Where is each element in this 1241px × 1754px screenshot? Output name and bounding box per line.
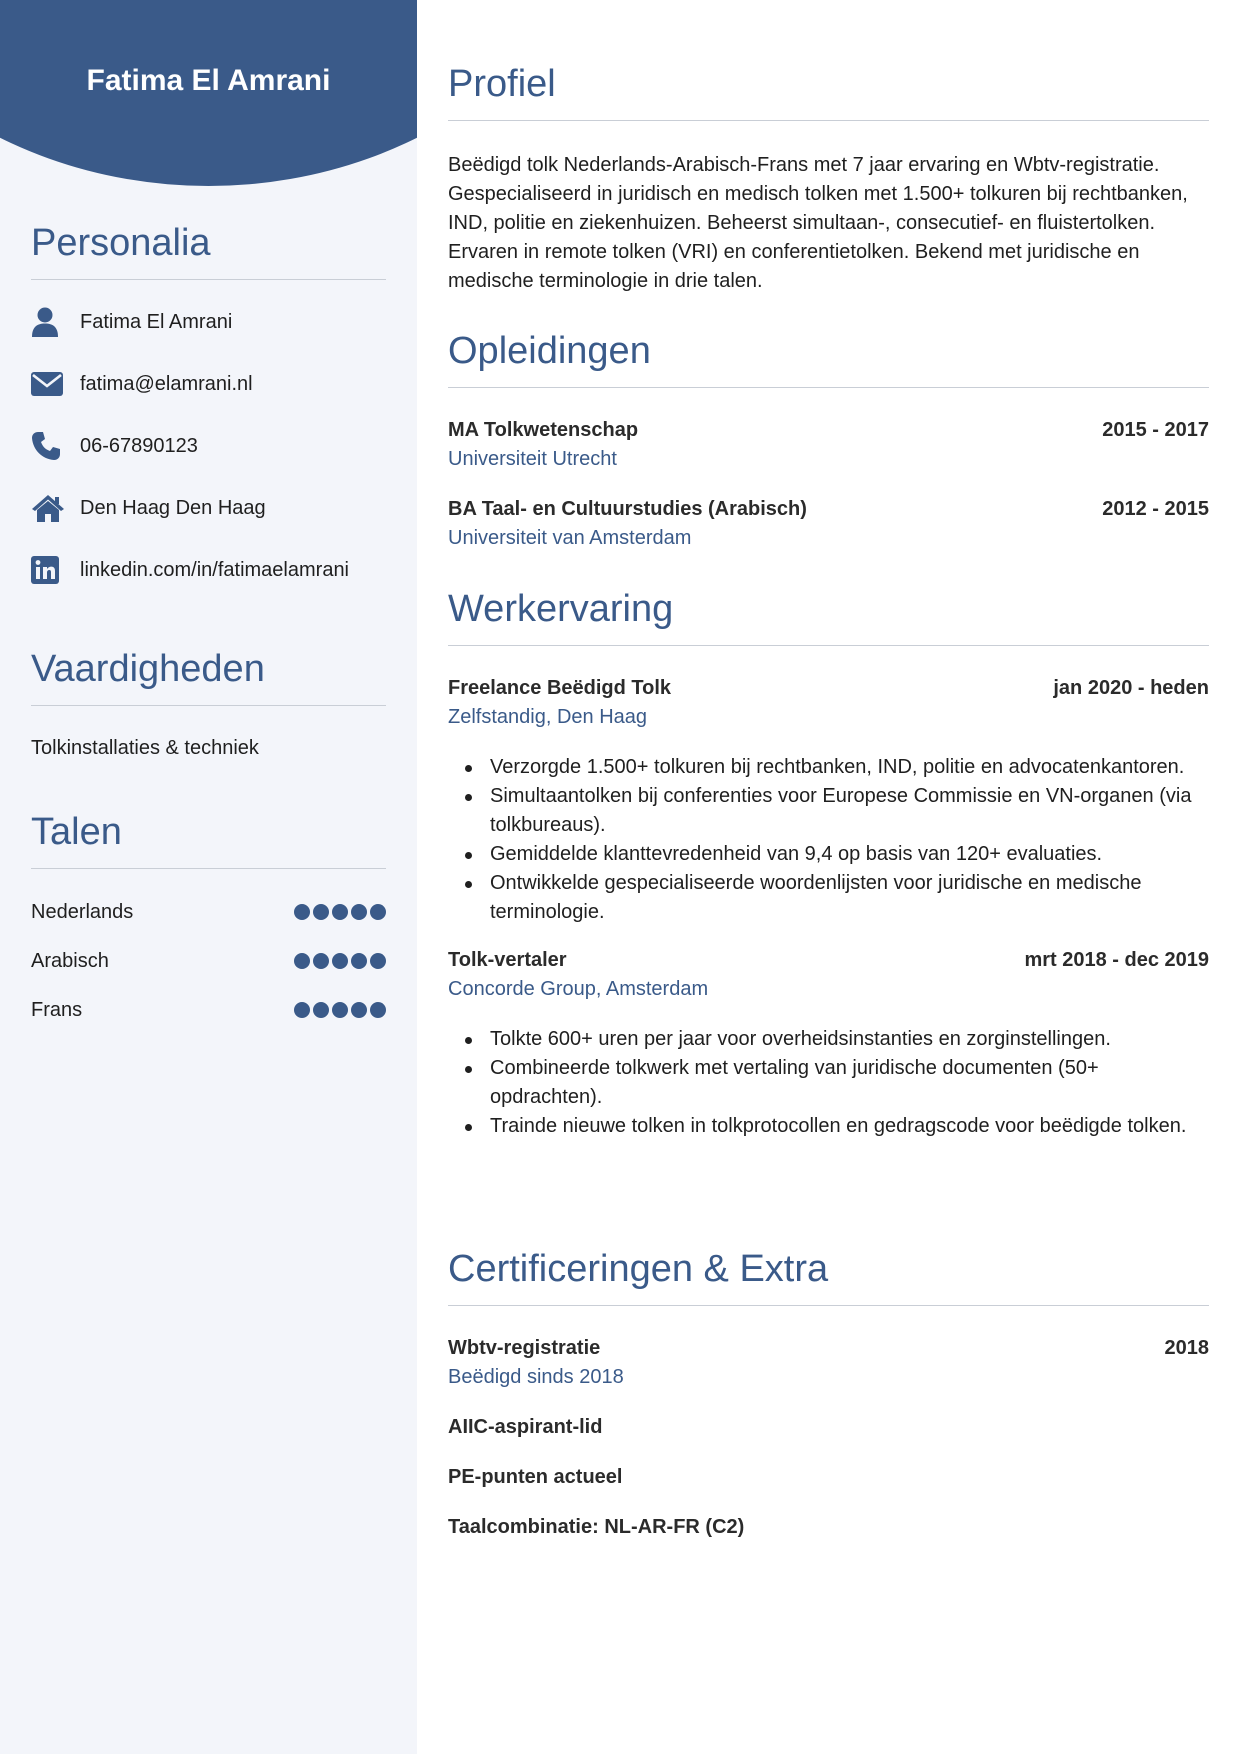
job-bullet: Trainde nieuwe tolken in tolkprotocollen en gedragscode voor beëdigde tolken. — [448, 1112, 1209, 1141]
level-dot — [351, 904, 367, 920]
certification-name: AIIC-aspirant-lid — [448, 1416, 603, 1438]
level-dot — [351, 953, 367, 969]
sidebar — [0, 0, 417, 1754]
languages-section — [31, 811, 386, 1025]
languages-title: Talen — [31, 811, 386, 869]
education-title: Opleidingen — [448, 330, 1209, 388]
experience-title: Werkervaring — [448, 588, 1209, 646]
envelope-icon — [31, 369, 65, 399]
contact-phone-row — [31, 431, 386, 461]
contact-list — [31, 307, 386, 585]
language-row — [31, 995, 386, 1025]
education-section — [448, 330, 1209, 550]
job-role: Freelance Beëdigd Tolk — [448, 677, 672, 699]
language-name: Arabisch — [31, 949, 109, 972]
job-bullets — [448, 753, 1209, 927]
contact-linkedin[interactable]: linkedin.com/in/fatimaelamrani — [80, 558, 350, 581]
contact-email-row — [31, 369, 386, 399]
phone-icon — [31, 431, 65, 461]
certification-name: Wbtv-registratie — [448, 1337, 601, 1359]
contact-name-row — [31, 307, 386, 337]
home-icon — [31, 493, 65, 523]
education-entry — [448, 498, 1209, 550]
education-dates: 2015 - 2017 — [1102, 419, 1209, 441]
person-icon — [31, 307, 65, 337]
level-dot — [332, 1002, 348, 1018]
level-dot — [294, 904, 310, 920]
candidate-name: Fatima El Amrani — [86, 64, 331, 97]
certification-sub: Beëdigd sinds 2018 — [448, 1366, 624, 1388]
language-name: Nederlands — [31, 900, 134, 923]
language-name: Frans — [31, 998, 83, 1021]
linkedin-icon — [31, 555, 65, 585]
job-bullet: Gemiddelde klanttevredenheid van 9,4 op basis van 120+ evaluaties. — [448, 840, 1209, 869]
level-dot — [332, 953, 348, 969]
skills-section — [31, 648, 386, 760]
certifications-title: Certificeringen & Extra — [448, 1248, 1209, 1306]
language-list — [31, 897, 386, 1025]
education-school: Universiteit Utrecht — [448, 448, 617, 470]
personalia-section — [31, 222, 386, 585]
job-entry — [448, 677, 1209, 927]
profile-section — [448, 63, 1209, 296]
level-dot — [370, 953, 386, 969]
contact-phone: 06-67890123 — [80, 434, 198, 457]
personalia-title: Personalia — [31, 222, 386, 280]
job-role: Tolk-vertaler — [448, 949, 567, 971]
education-entry — [448, 419, 1209, 471]
contact-linkedin-row — [31, 555, 386, 585]
certifications-section — [448, 1248, 1209, 1539]
education-school: Universiteit van Amsterdam — [448, 527, 692, 549]
job-bullet: Simultaantolken bij conferenties voor Europese Commissie en VN-organen (via tolkbureaus). — [448, 782, 1209, 840]
experience-section — [448, 588, 1209, 1141]
certification-name: PE-punten actueel — [448, 1466, 623, 1488]
header-banner — [0, 0, 417, 186]
job-company: Concorde Group, Amsterdam — [448, 978, 709, 1000]
level-dot — [294, 1002, 310, 1018]
level-dot — [370, 1002, 386, 1018]
education-degree: BA Taal- en Cultuurstudies (Arabisch) — [448, 498, 807, 520]
profile-title: Profiel — [448, 63, 1209, 121]
level-dot — [370, 904, 386, 920]
education-dates: 2012 - 2015 — [1102, 498, 1209, 520]
level-dot — [351, 1002, 367, 1018]
level-dot — [294, 953, 310, 969]
job-bullet: Verzorgde 1.500+ tolkuren bij rechtbanken, IND, politie en advocatenkantoren. — [448, 753, 1209, 782]
certification-name: Taalcombinatie: NL-AR-FR (C2) — [448, 1516, 745, 1538]
level-dot — [313, 1002, 329, 1018]
language-row — [31, 946, 386, 976]
level-dot — [313, 953, 329, 969]
job-dates: jan 2020 - heden — [1053, 677, 1209, 699]
contact-email[interactable]: fatima@elamrani.nl — [80, 372, 253, 395]
contact-address: Den Haag Den Haag — [80, 496, 266, 519]
certification-entry — [448, 1337, 1209, 1389]
contact-name: Fatima El Amrani — [80, 310, 233, 333]
job-bullet: Combineerde tolkwerk met vertaling van juridische documenten (50+ opdrachten). — [448, 1054, 1209, 1112]
level-dot — [313, 904, 329, 920]
language-row — [31, 897, 386, 927]
language-level — [294, 953, 386, 969]
job-bullets — [448, 1025, 1209, 1141]
education-degree: MA Tolkwetenschap — [448, 419, 639, 441]
job-dates: mrt 2018 - dec 2019 — [1024, 949, 1209, 971]
level-dot — [332, 904, 348, 920]
language-level — [294, 904, 386, 920]
profile-text: Beëdigd tolk Nederlands-Arabisch-Frans met 7 jaar ervaring en Wbtv-registratie. Gespecialiseerd in juridisch en medisch tolken met 1.500+ tolkuren bij rechtbanken, IND, politie en ziekenhuizen. Beheerst simultaan-, consecutief- en fluistertolken. Ervaren in remote tolken (VRI) en conferentietolken. Bekend met juridische en medische terminologie in drie talen. — [448, 154, 1188, 292]
skills-title: Vaardigheden — [31, 648, 386, 706]
job-bullet: Ontwikkelde gespecialiseerde woordenlijsten voor juridische en medische terminologie. — [448, 869, 1209, 927]
job-company: Zelfstandig, Den Haag — [448, 706, 648, 728]
certification-date: 2018 — [1164, 1337, 1209, 1359]
contact-address-row — [31, 493, 386, 523]
skill-item: Tolkinstallaties & techniek — [31, 737, 259, 759]
language-level — [294, 1002, 386, 1018]
job-bullet: Tolkte 600+ uren per jaar voor overheidsinstanties en zorginstellingen. — [448, 1025, 1209, 1054]
job-entry — [448, 949, 1209, 1141]
